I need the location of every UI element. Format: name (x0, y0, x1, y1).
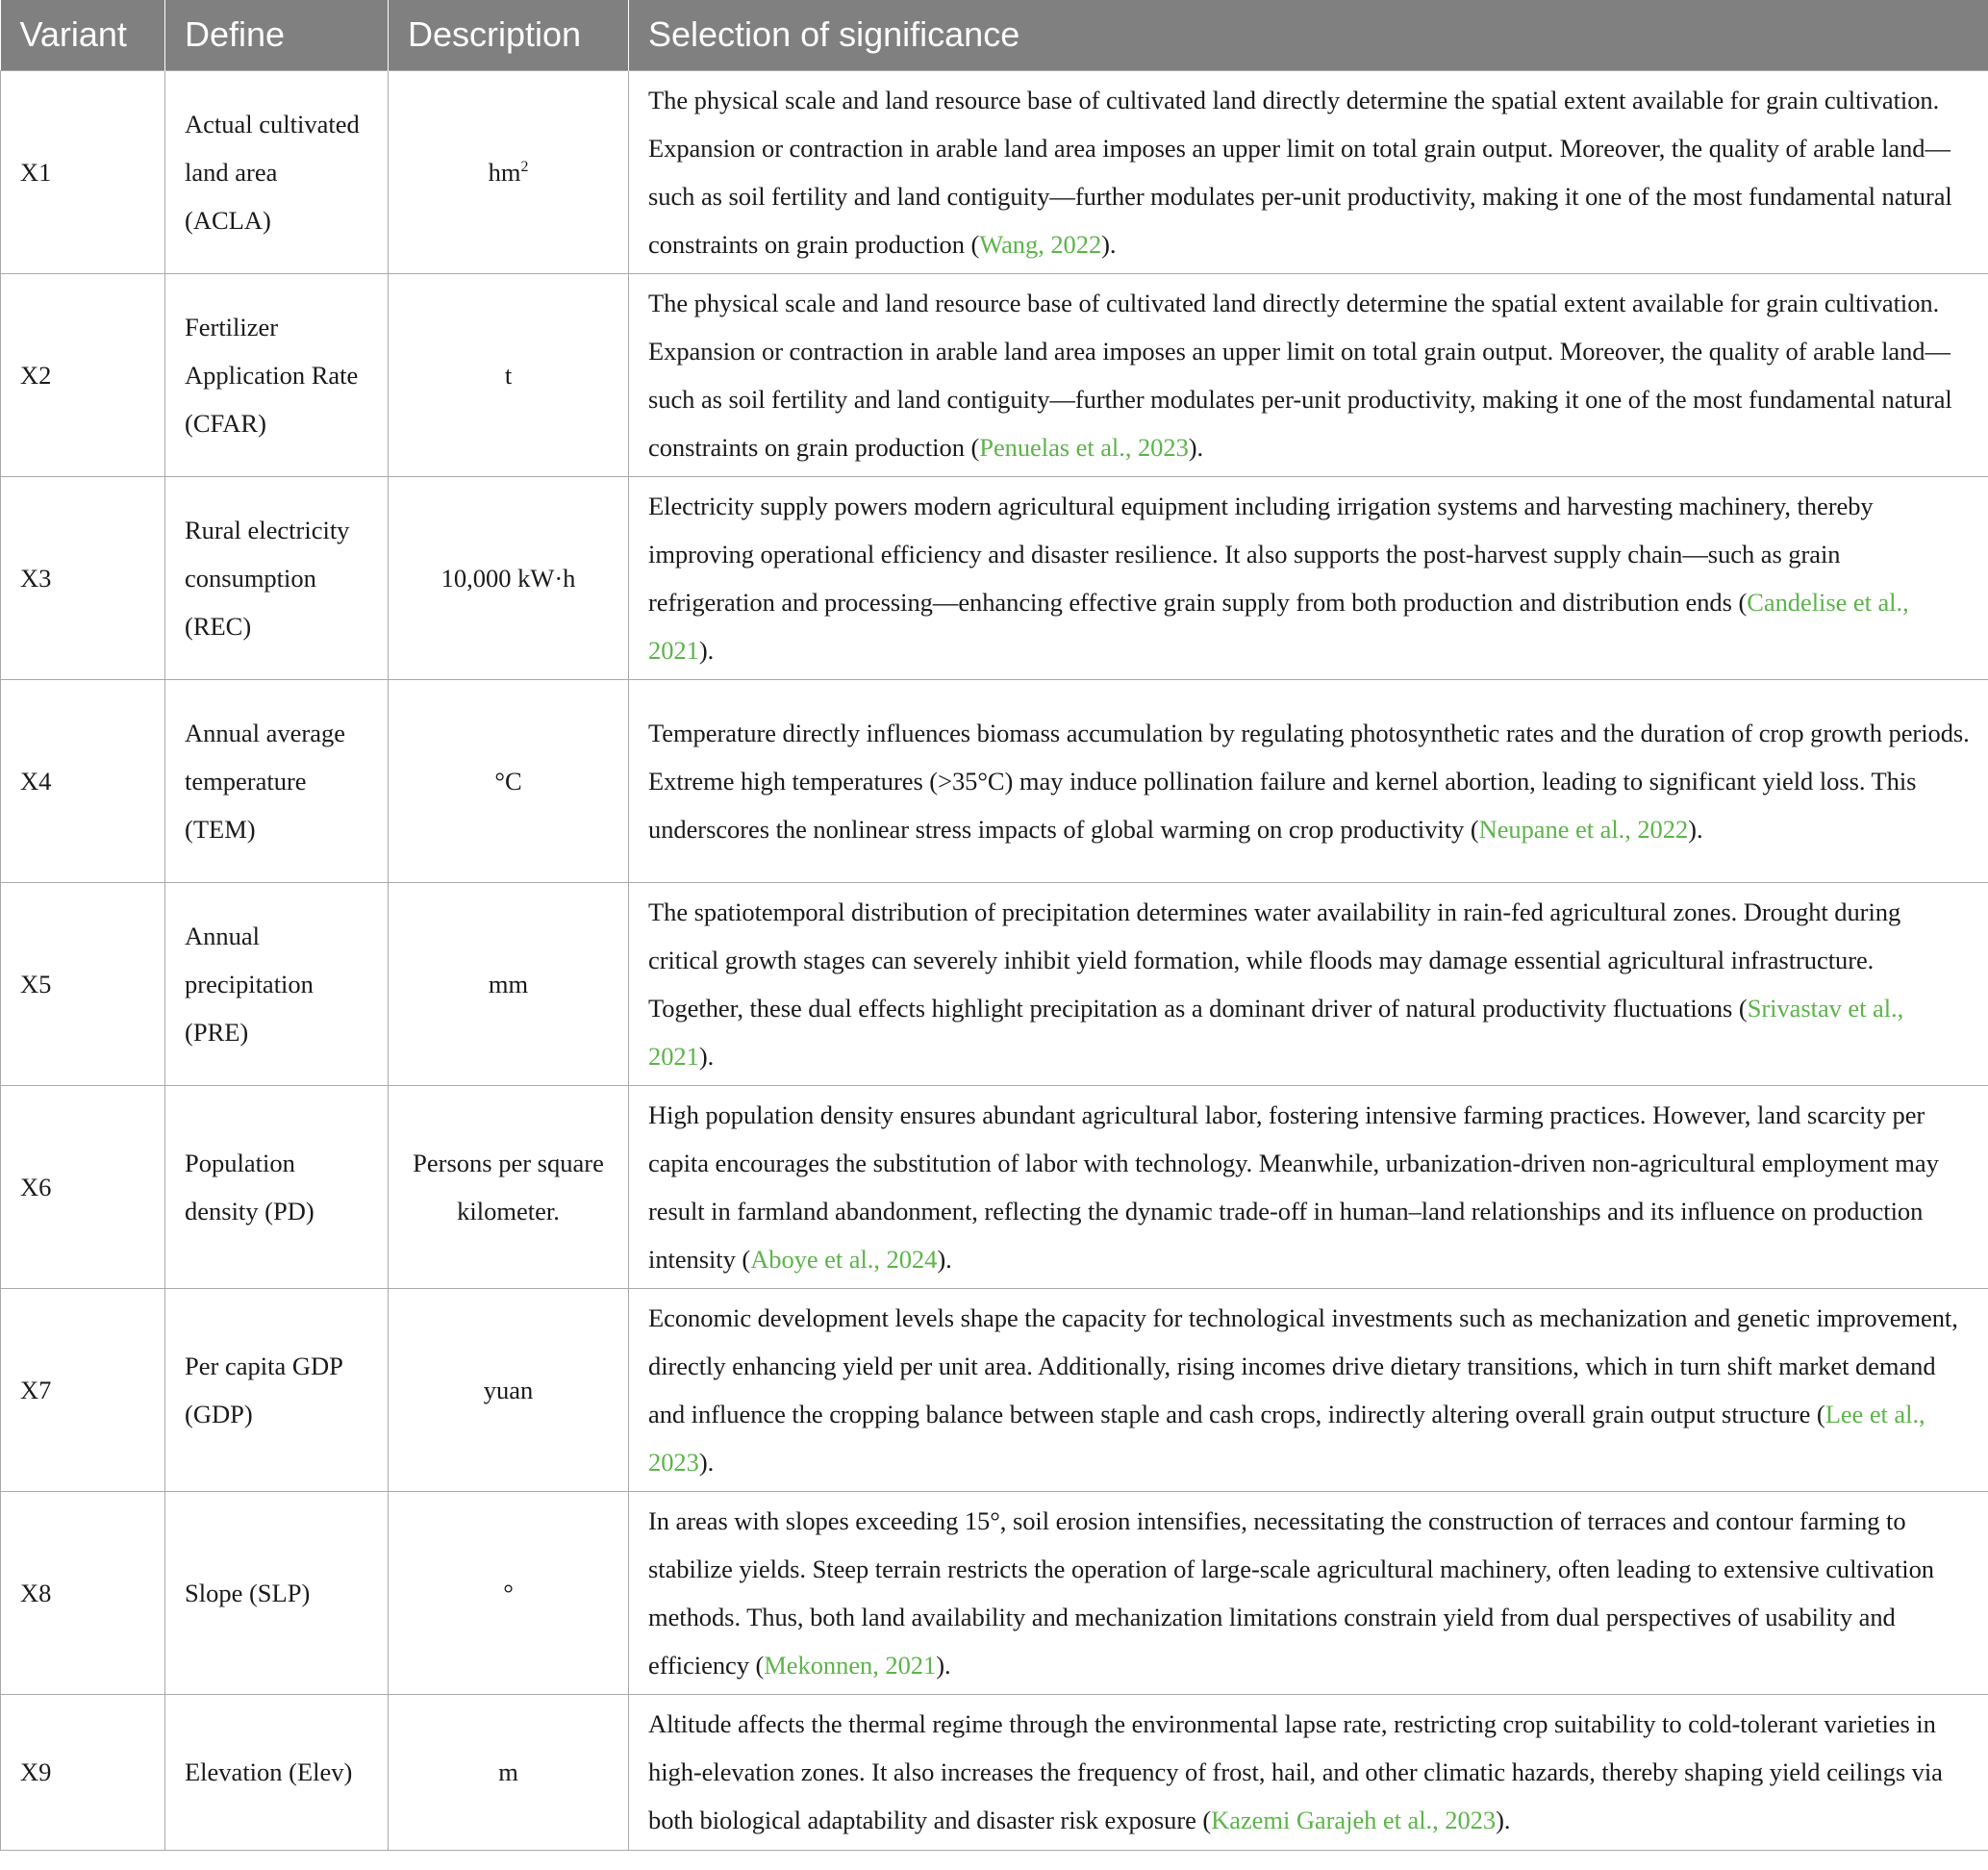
significance-tail: ). (1496, 1806, 1511, 1834)
significance-text: Altitude affects the thermal regime through the environmental lapse rate, restricting crop suitability to cold-tolerant varieties in high-elevation zones. It also increases the frequency of frost, hail, and other climatic hazards, thereby shaping yield ceilings via both biological adaptability and disaster risk exposure ( (648, 1709, 1943, 1834)
significance-cell (629, 679, 1988, 882)
variant-cell: X9 (1, 1694, 165, 1850)
significance-tail: ). (1188, 432, 1204, 462)
table-row (1, 273, 1988, 476)
header-define: Define (165, 0, 389, 70)
citation-link[interactable]: Wang, 2022 (979, 229, 1102, 259)
significance-text: Economic development levels shape the capacity for technological investments such as mechanization and genetic improvement, directly enhancing yield per unit area. Additionally, rising incomes drive dietary transitions, which in turn shift market demand and influence the cropping balance between staple and cash crops, indirectly altering overall grain output structure ( (648, 1302, 1958, 1428)
table-row (1, 1288, 1988, 1491)
significance-cell (629, 1288, 1988, 1491)
citation-link[interactable]: Lee et al., 2023 (648, 1399, 1925, 1477)
significance-tail: ). (1101, 229, 1117, 259)
variant-cell: X6 (1, 1085, 165, 1288)
significance-cell (629, 273, 1988, 476)
significance-text: High population density ensures abundant agricultural labor, fostering intensive farming practices. However, land scarcity per capita encourages the substitution of labor with technology. Meanwhile, urbanization-driven non-agricultural employment may result in farmland abandonment, reflecting the dynamic trade-off in human–land relationships and its influence on production intensity ( (648, 1099, 1939, 1274)
define-cell: Annual precipitation (PRE) (165, 882, 389, 1085)
unit-text: yuan (483, 1375, 534, 1404)
unit-superscript: 2 (520, 158, 529, 175)
define-cell: Fertilizer Application Rate (CFAR) (165, 273, 389, 476)
unit-text: m (498, 1757, 518, 1786)
define-cell: Actual cultivated land area (ACLA) (165, 70, 389, 273)
significance-cell (629, 476, 1988, 679)
significance-tail: ). (937, 1244, 952, 1274)
table-row (1, 679, 1988, 882)
significance-tail: ). (698, 1447, 715, 1477)
table-body (1, 70, 1988, 1850)
citation-link[interactable]: Kazemi Garajeh et al., 2023 (1211, 1806, 1497, 1834)
define-cell: Rural electricity consumption (REC) (165, 476, 389, 679)
unit-cell (389, 273, 629, 476)
significance-tail: ). (936, 1650, 951, 1680)
significance-text: In areas with slopes exceeding 15°, soil erosion intensifies, necessitating the construction of terraces and contour farming to stabilize yields. Steep terrain restricts the operation of large-scale agricultural machinery, often leading to extensive cultivation methods. Thus, both land availability and mechanization limitations constrain yield from dual perspectives of usability and efficiency ( (648, 1505, 1934, 1680)
unit-cell (389, 1085, 629, 1288)
table-row (1, 1491, 1988, 1694)
significance-text: Electricity supply powers modern agricultural equipment including irrigation systems and harvesting machinery, thereby improving operational efficiency and disaster resilience. It also supports the post-harvest supply chain—such as grain refrigeration and processing—enhancing effective grain supply from both production and distribution ends ( (648, 491, 1874, 617)
table-row (1, 476, 1988, 679)
variant-cell: X1 (1, 70, 165, 273)
citation-link[interactable]: Neupane et al., 2022 (1478, 814, 1689, 844)
unit-text: ° (503, 1578, 514, 1607)
citation-link[interactable]: Candelise et al., 2021 (648, 587, 1909, 665)
unit-cell (389, 476, 629, 679)
unit-text: hm (488, 157, 521, 187)
unit-cell (389, 679, 629, 882)
variant-cell: X8 (1, 1491, 165, 1694)
unit-cell (389, 882, 629, 1085)
significance-cell (629, 1085, 1988, 1288)
significance-cell (629, 1491, 1988, 1694)
header-row (1, 0, 1988, 70)
define-cell: Population density (PD) (165, 1085, 389, 1288)
significance-text: The physical scale and land resource base of cultivated land directly determine the spatial extent available for grain cultivation. Expansion or contraction in arable land area imposes an upper limit on total grain output. Moreover, the quality of arable land—such as soil fertility and land contiguity—further modulates per-unit productivity, making it one of the most fundamental natural constraints on grain production ( (648, 288, 1952, 462)
define-cell: Annual average temperature (TEM) (165, 679, 389, 882)
define-cell: Per capita GDP (GDP) (165, 1288, 389, 1491)
citation-link[interactable]: Aboye et al., 2024 (750, 1244, 938, 1274)
citation-link[interactable]: Penuelas et al., 2023 (979, 432, 1189, 462)
significance-tail: ). (1688, 814, 1703, 844)
unit-cell (389, 1491, 629, 1694)
unit-text: Persons per square kilometer. (413, 1148, 604, 1226)
header-significance: Selection of significance (629, 0, 1988, 70)
header-variant: Variant (1, 0, 165, 70)
significance-cell (629, 1694, 1988, 1850)
table-row (1, 1085, 1988, 1288)
unit-text: t (504, 360, 513, 390)
unit-text: 10,000 kW·h (440, 563, 576, 593)
define-cell: Slope (SLP) (165, 1491, 389, 1694)
significance-text: Temperature directly influences biomass accumulation by regulating photosynthetic rates and the duration of crop growth periods. Extreme high temperatures (>35°C) may induce pollination failure and kernel abortion, leading to significant yield loss. This underscores the nonlinear stress impacts of global warming on crop productivity ( (648, 718, 1970, 844)
unit-cell (389, 1694, 629, 1850)
table-row (1, 1694, 1988, 1850)
table-row (1, 882, 1988, 1085)
variant-cell: X3 (1, 476, 165, 679)
variant-cell: X5 (1, 882, 165, 1085)
significance-tail: ). (698, 635, 715, 665)
significance-text: The physical scale and land resource base of cultivated land directly determine the spatial extent available for grain cultivation. Expansion or contraction in arable land area imposes an upper limit on total grain output. Moreover, the quality of arable land—such as soil fertility and land contiguity—further modulates per-unit productivity, making it one of the most fundamental natural constraints on grain production ( (648, 85, 1952, 259)
citation-link[interactable]: Srivastav et al., 2021 (648, 993, 1904, 1071)
significance-text: The spatiotemporal distribution of precipitation determines water availability in rain-fed agricultural zones. Drought during critical growth stages can severely inhibit yield formation, while floods may damage essential agricultural infrastructure. Together, these dual effects highlight precipitation as a dominant driver of natural productivity fluctuations ( (648, 897, 1901, 1023)
significance-tail: ). (698, 1041, 715, 1071)
variant-cell: X4 (1, 679, 165, 882)
unit-text: °C (494, 766, 522, 796)
significance-cell (629, 882, 1988, 1085)
significance-cell (629, 70, 1988, 273)
citation-link[interactable]: Mekonnen, 2021 (764, 1650, 937, 1680)
header-description: Description (389, 0, 629, 70)
table-header (1, 0, 1988, 70)
variant-cell: X7 (1, 1288, 165, 1491)
unit-cell (389, 1288, 629, 1491)
unit-text: mm (488, 969, 529, 998)
table-row (1, 70, 1988, 273)
variant-cell: X2 (1, 273, 165, 476)
define-cell: Elevation (Elev) (165, 1694, 389, 1850)
unit-cell (389, 70, 629, 273)
